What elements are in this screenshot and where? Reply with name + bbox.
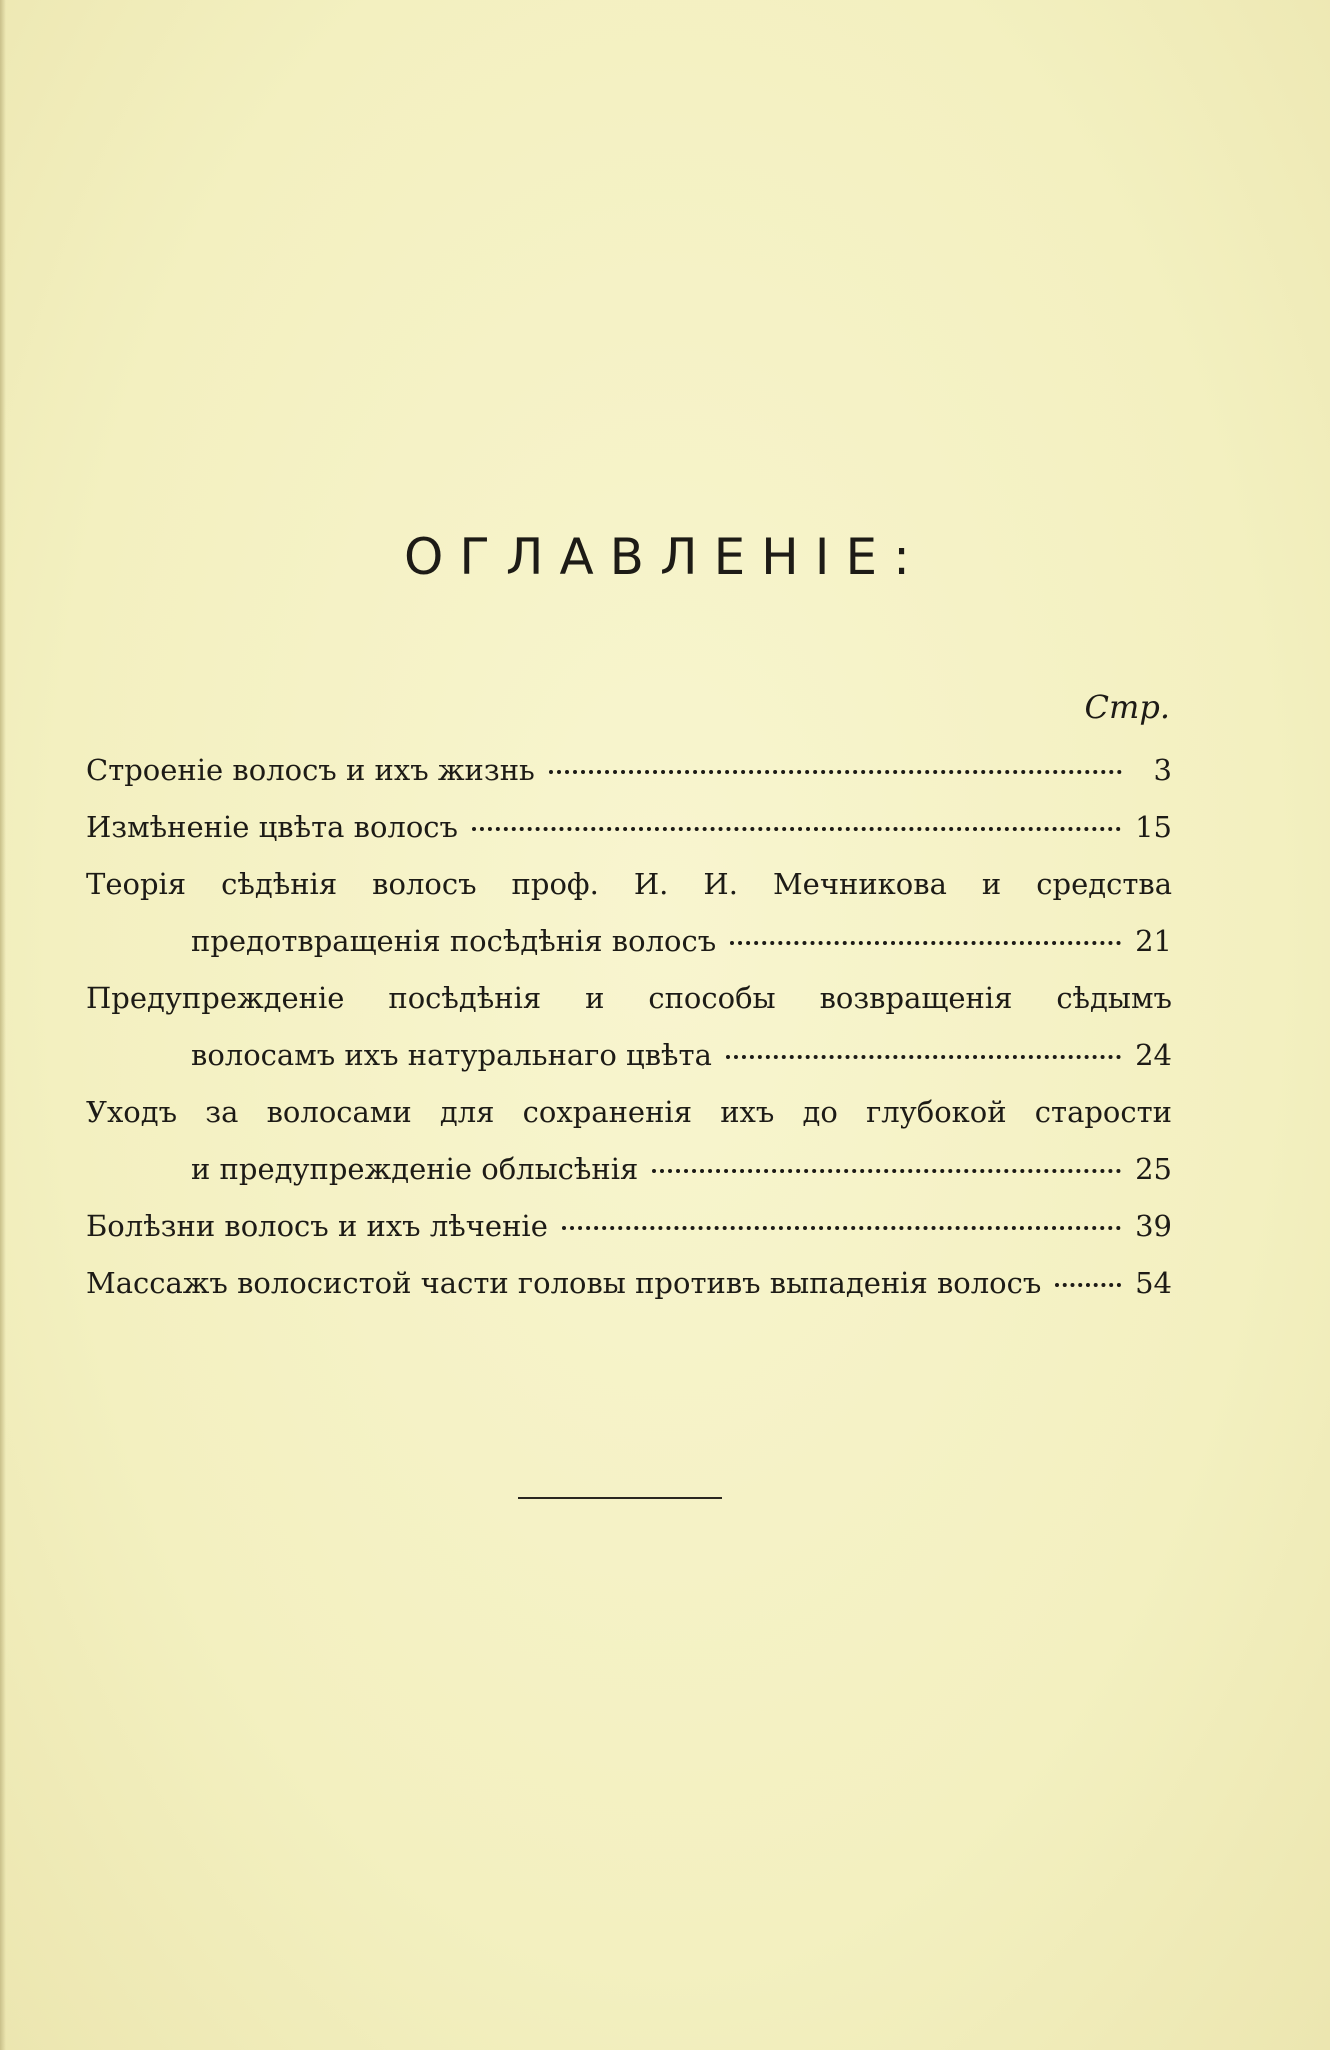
toc-line — [86, 799, 1172, 856]
dot-leader — [472, 827, 1121, 831]
toc-entry — [86, 799, 1172, 856]
toc-page-number: 15 — [1135, 810, 1172, 844]
toc-line-continuation — [86, 1141, 1172, 1198]
toc-entry — [86, 742, 1172, 799]
toc-entry-text: Уходъ за волосами для сохраненія ихъ до глубокой старости — [86, 1095, 1172, 1129]
toc-page-number: 25 — [1135, 1152, 1172, 1186]
toc-line — [86, 742, 1172, 799]
toc-line — [86, 1198, 1172, 1255]
toc-entry — [86, 1198, 1172, 1255]
toc-entry-text: Массажъ волосистой части головы противъ выпаденія волосъ — [86, 1266, 1042, 1300]
toc-line — [86, 970, 1172, 1027]
toc-line — [86, 856, 1172, 913]
toc-entry-text: и предупрежденіе облысѣнія — [191, 1152, 639, 1186]
dot-leader — [562, 1226, 1121, 1230]
dot-leader — [726, 1055, 1121, 1059]
toc-entry-text: Теорія сѣдѣнія волосъ проф. И. И. Мечникова и средства — [86, 867, 1172, 901]
toc-entry-text: Измѣненіе цвѣта волосъ — [86, 810, 459, 844]
toc-entry-text: волосамъ ихъ натуральнаго цвѣта — [191, 1038, 712, 1072]
toc-entry-text: Предупрежденіе посѣдѣнія и способы возвращенія сѣдымъ — [86, 981, 1172, 1015]
toc-line — [86, 1255, 1172, 1312]
toc-page-number: 21 — [1135, 924, 1172, 958]
page-column-label: Стр. — [1084, 688, 1170, 726]
toc-line-continuation — [86, 1027, 1172, 1084]
toc-entry-text: Болѣзни волосъ и ихъ лѣченіе — [86, 1209, 548, 1243]
page-edge-shadow — [0, 0, 6, 2050]
toc-line — [86, 1084, 1172, 1141]
toc-page-number: 39 — [1135, 1209, 1172, 1243]
dot-leader — [730, 941, 1121, 945]
toc-page-number: 54 — [1135, 1266, 1172, 1300]
toc-line-continuation — [86, 913, 1172, 970]
toc-entry — [86, 970, 1172, 1084]
toc-entry — [86, 1255, 1172, 1312]
toc-page-number: 3 — [1153, 753, 1172, 787]
section-divider — [518, 1497, 722, 1499]
table-of-contents — [86, 742, 1172, 1312]
dot-leader — [652, 1169, 1121, 1173]
toc-entry-text: предотвращенія посѣдѣнія волосъ — [191, 924, 717, 958]
toc-entry-text: Строеніе волосъ и ихъ жизнь — [86, 753, 535, 787]
page-title: ОГЛАВЛЕНІЕ: — [404, 528, 926, 586]
toc-page-number: 24 — [1135, 1038, 1172, 1072]
dot-leader — [1055, 1283, 1121, 1287]
dot-leader — [549, 770, 1122, 774]
toc-entry — [86, 1084, 1172, 1198]
toc-entry — [86, 856, 1172, 970]
